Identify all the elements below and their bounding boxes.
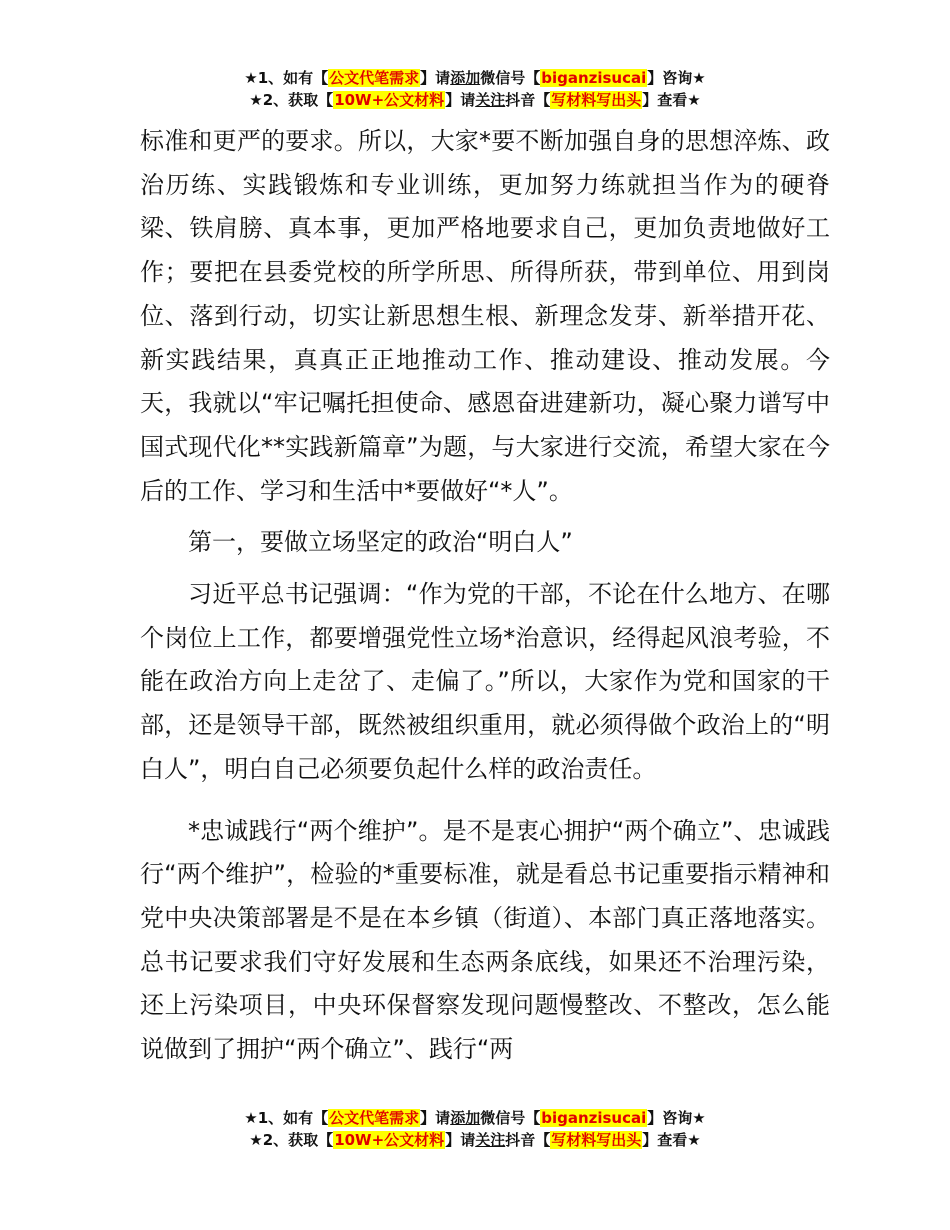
highlight-materials: 10W+公文材料: [334, 91, 445, 109]
header-banner: [0, 67, 950, 111]
highlight-service: 公文代笔需求: [329, 1109, 420, 1127]
highlight-service: 公文代笔需求: [329, 69, 420, 87]
header-line-1: [0, 67, 950, 89]
footer-text: 】请: [445, 1131, 476, 1149]
header-text: 】查看★: [642, 91, 701, 109]
footer-text: ★1、如有【: [244, 1109, 329, 1127]
header-emphasis: 添加: [450, 69, 481, 87]
highlight-douyin-account: 写材料写出头: [551, 91, 642, 109]
footer-line-2: [0, 1129, 950, 1151]
footer-line-1: [0, 1107, 950, 1129]
header-text: 】请: [445, 91, 476, 109]
highlight-douyin-account: 写材料写出头: [551, 1131, 642, 1149]
header-line-2: [0, 89, 950, 111]
footer-text: 】查看★: [642, 1131, 701, 1149]
paragraph-quote: 习近平总书记强调：“作为党的干部，不论在什么地方、在哪个岗位上工作，都要增强党性立场*治意识，经得起风浪考验，不能在政治方向上走岔了、走偏了。”所以，大家作为党和国家的干部，还是领导干部，既然被组织重用，就必须得做个政治上的“明白人”，明白自己必须要负起什么样的政治责任。: [140, 580, 830, 783]
highlight-wechat-id: biganzisucai: [541, 69, 647, 87]
highlight-wechat-id: biganzisucai: [541, 1109, 647, 1127]
highlight-materials: 10W+公文材料: [334, 1131, 445, 1149]
header-text: ★2、获取【: [249, 91, 334, 109]
paragraph-loyalty: *忠诚践行“两个维护”。是不是衷心拥护“两个确立”、忠诚践行“两个维护”，检验的*重要标准，就是看总书记重要指示精神和党中央决策部署是不是在本乡镇（街道）、本部门真正落地落实。总书记要求我们守好发展和生态两条底线，如果还不治理污染，还上污染项目，中央环保督察发现问题慢整改、不整改，怎么能说做到了拥护“两个确立”、践行“两: [140, 816, 830, 1064]
header-emphasis: 关注: [475, 91, 506, 109]
paragraph-continuation: 标准和更严的要求。所以，大家*要不断加强自身的思想淬炼、政治历练、实践锻炼和专业训练，更加努力练就担当作为的硬脊梁、铁肩膀、真本事，更加严格地要求自己，更加负责地做好工作；要把在县委党校的所学所思、所得所获，带到单位、用到岗位、落到行动，切实让新思想生根、新理念发芽、新举措开花、新实践结果，真真正正地推动工作、推动建设、推动发展。今天，我就以“牢记嘱托担使命、感恩奋进建新功，凝心聚力谱写中国式现代化**实践新篇章”为题，与大家进行交流，希望大家在今后的工作、学习和生活中*要做好“*人”。: [140, 127, 830, 505]
section-heading: 第一，要做立场坚定的政治“明白人”: [188, 528, 573, 557]
header-text: 】咨询★: [647, 69, 706, 87]
header-text: 抖音【: [505, 91, 551, 109]
footer-emphasis: 关注: [475, 1131, 506, 1149]
footer-text: 】请: [420, 1109, 451, 1127]
header-text: 】请: [420, 69, 451, 87]
footer-text: 微信号【: [480, 1109, 541, 1127]
footer-banner: [0, 1107, 950, 1151]
footer-emphasis: 添加: [450, 1109, 481, 1127]
footer-text: 抖音【: [505, 1131, 551, 1149]
header-text: ★1、如有【: [244, 69, 329, 87]
header-text: 微信号【: [480, 69, 541, 87]
footer-text: ★2、获取【: [249, 1131, 334, 1149]
footer-text: 】咨询★: [647, 1109, 706, 1127]
document-body: [140, 120, 830, 1072]
